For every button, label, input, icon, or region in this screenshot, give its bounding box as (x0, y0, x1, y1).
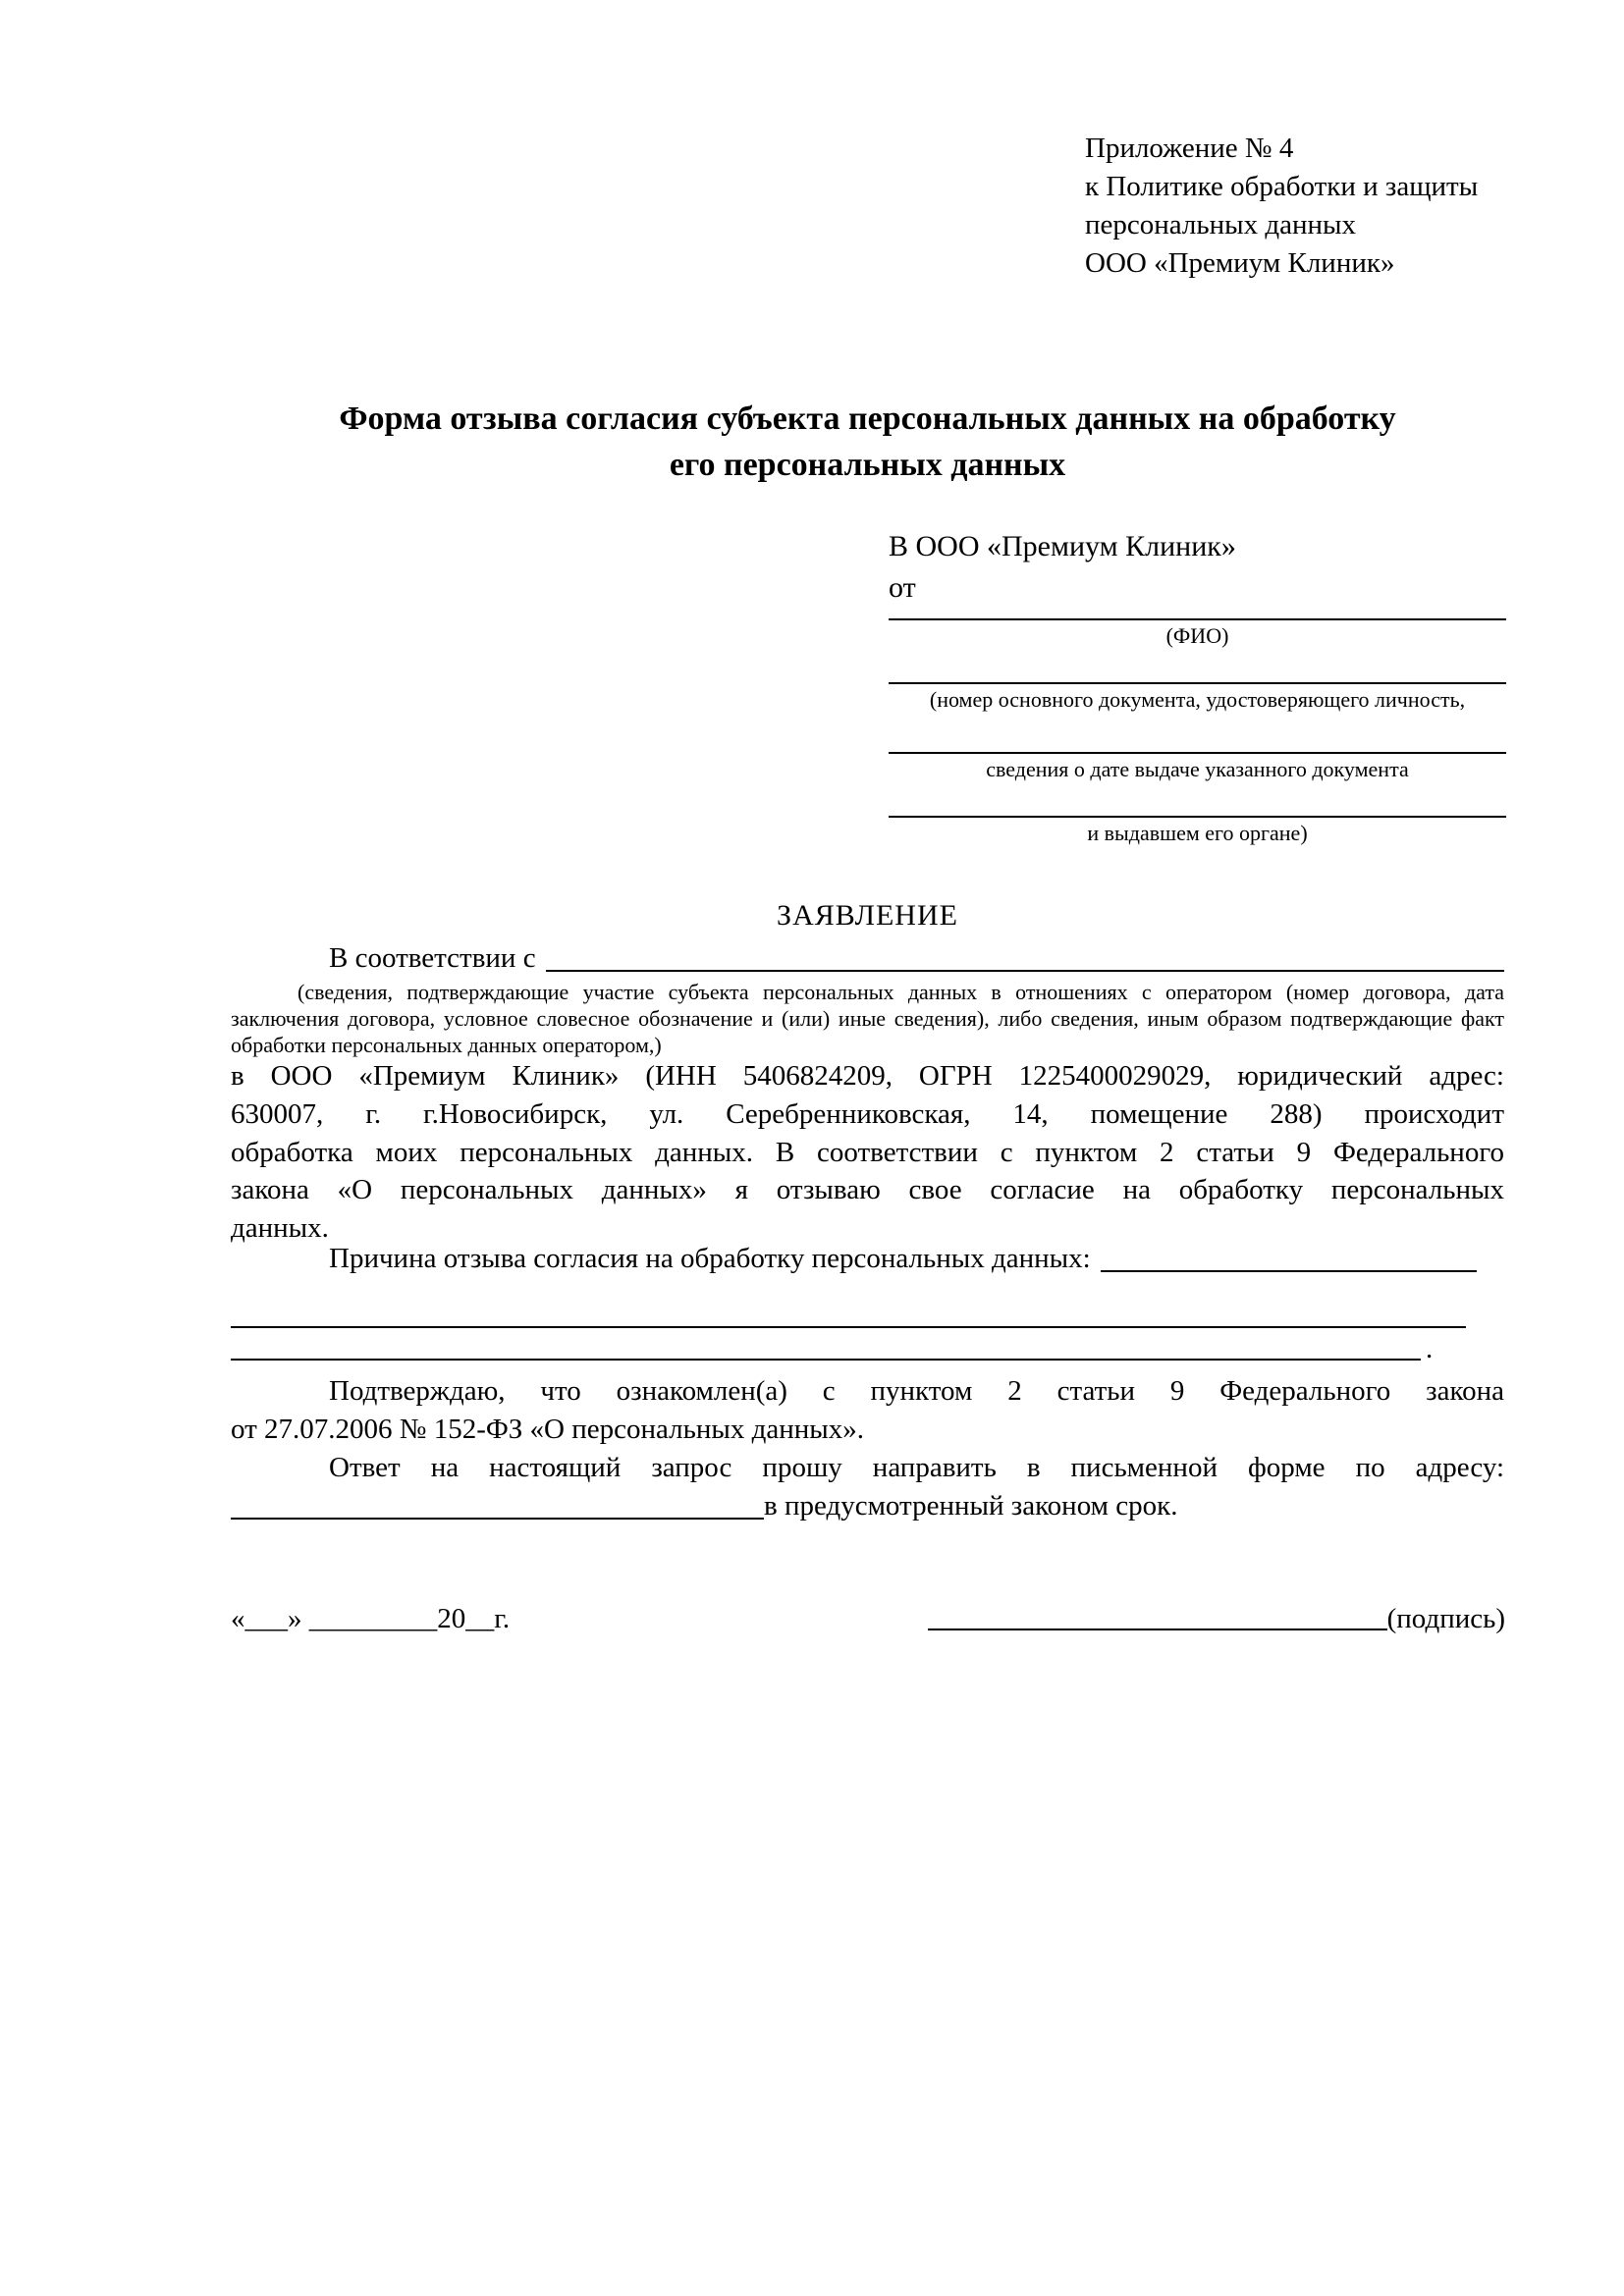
body-paragraph (231, 1057, 1504, 1248)
reason-blank-line-3 (231, 1359, 1421, 1361)
reason-blank-line-2 (231, 1326, 1466, 1328)
appendix-block (1085, 130, 1478, 283)
reason-blank-line (1101, 1270, 1477, 1272)
intro-prefix: В соответствии с (329, 942, 536, 974)
intro-note (231, 979, 1504, 1058)
document-title-line: Форма отзыва согласия субъекта персональных данных на обработку (339, 400, 1396, 437)
issuing-authority-caption: и выдавшем его органе) (1087, 821, 1308, 845)
body-line: закона «О персональных данных» я отзываю свое согласие на обработку персональных (231, 1174, 1504, 1206)
reply-request-suffix: в предусмотренный законом срок. (764, 1490, 1178, 1522)
addressee-to: В ООО «Премиум Клиник» (889, 530, 1236, 562)
fio-blank-line (889, 618, 1506, 620)
confirmation-line: от 27.07.2006 № 152-ФЗ «О персональных данных». (231, 1413, 865, 1445)
appendix-line: Приложение № 4 (1085, 133, 1294, 164)
appendix-line: персональных данных (1085, 209, 1357, 240)
issuing-authority-blank-line (889, 816, 1506, 818)
reason-row (231, 1240, 1504, 1278)
document-title-line: его персональных данных (669, 447, 1066, 483)
body-line: обработка моих персональных данных. В соответствии с пунктом 2 статьи 9 Федерального (231, 1136, 1504, 1168)
reason-label: Причина отзыва согласия на обработку персональных данных: (329, 1243, 1091, 1274)
appendix-line: к Политике обработки и защиты (1085, 171, 1479, 202)
signature-caption: (подпись) (1386, 1603, 1505, 1634)
intro-note-line: заключения договора, условное словесное обозначение и (или) иные сведения), либо сведения, иным образом подтверждающие факт (231, 1006, 1504, 1031)
intro-row (231, 939, 1504, 978)
document-title (231, 396, 1504, 488)
reply-request-line: Ответ на настоящий запрос прошу направить в письменной форме по адресу: (329, 1452, 1504, 1483)
intro-note-line: обработки персональных данных оператором,) (231, 1033, 662, 1057)
signature-blank-line (928, 1629, 1387, 1630)
document-number-blank-line (889, 682, 1506, 684)
issue-date-blank-line (889, 752, 1506, 754)
body-line: 630007, г. г.Новосибирск, ул. Серебренниковская, 14, помещение 288) происходит (231, 1097, 1504, 1130)
body-line: данных. (231, 1212, 329, 1245)
document-number-caption: (номер основного документа, удостоверяющего личность, (929, 687, 1466, 712)
reply-address-row (231, 1487, 1504, 1525)
appendix-line: ООО «Премиум Клиник» (1085, 247, 1395, 279)
body-line: в ООО «Премиум Клиник» (ИНН 5406824209, ОГРН 1225400029029, юридический адрес: (231, 1060, 1504, 1092)
addressee-from: от (889, 571, 916, 604)
reason-end-period: . (1426, 1333, 1434, 1364)
signature-group (928, 1600, 1505, 1638)
address-blank-line (231, 1518, 764, 1520)
intro-note-line: (сведения, подтверждающие участие субъекта персональных данных в отношениях с оператором (номер договора, дата (298, 980, 1504, 1004)
confirmation-line: Подтверждаю, что ознакомлен(а) с пунктом 2 статьи 9 Федерального закона (329, 1375, 1504, 1407)
intro-blank-line (546, 970, 1504, 972)
fio-caption: (ФИО) (1165, 623, 1229, 648)
statement-heading: ЗАЯВЛЕНИЕ (777, 899, 958, 932)
date-blank: «___» _________20__г. (231, 1603, 511, 1634)
issue-date-caption: сведения о дате выдаче указанного документа (986, 757, 1409, 781)
confirmation-paragraph (231, 1372, 1504, 1449)
